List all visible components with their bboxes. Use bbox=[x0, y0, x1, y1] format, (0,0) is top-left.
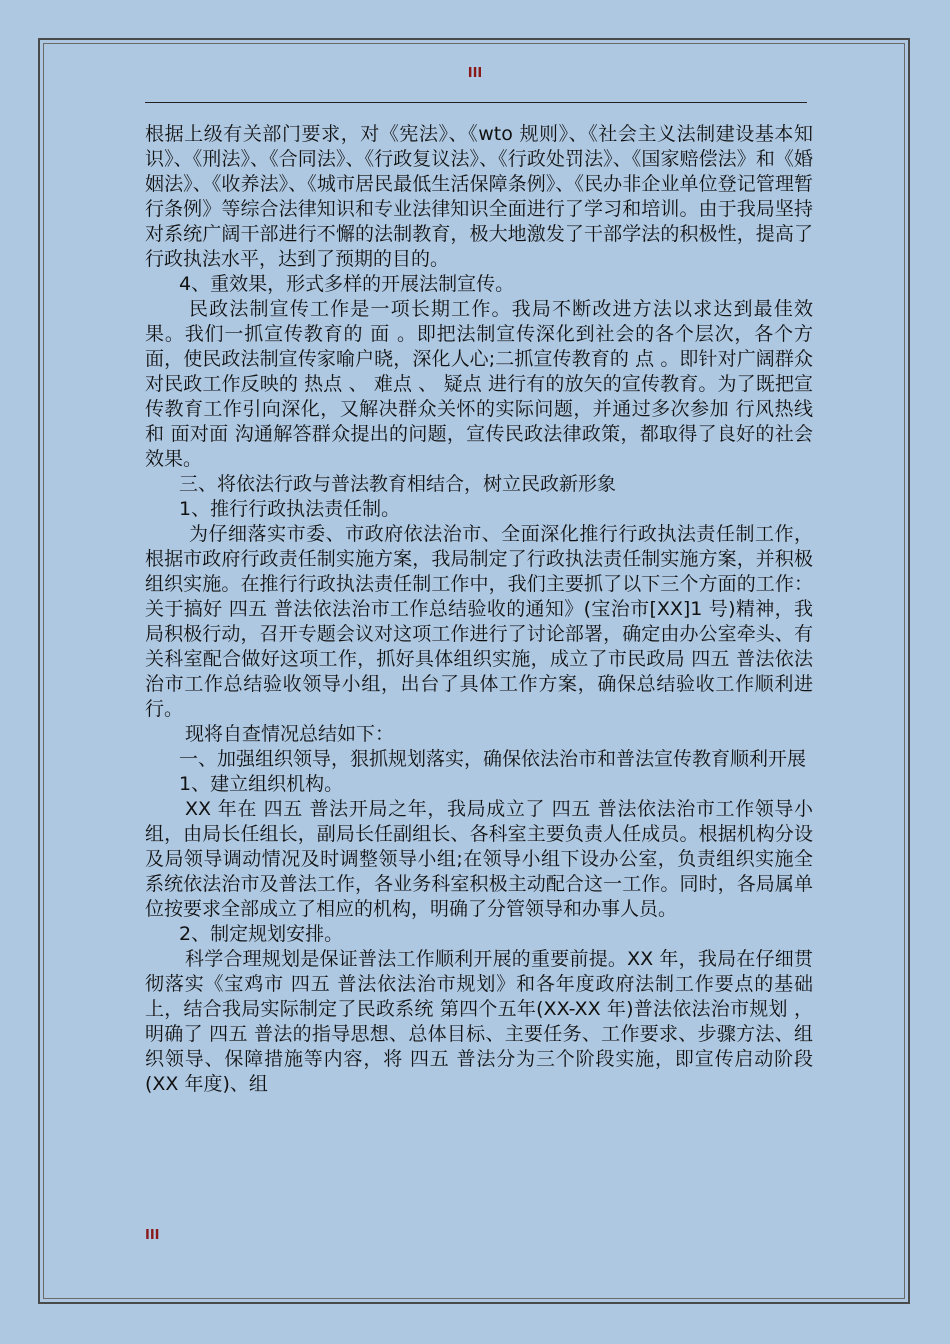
footer-mark: III bbox=[145, 1228, 160, 1243]
heading-section-one: 一、加强组织领导，狠抓规划落实，确保依法治市和普法宣传教育顺利开展 bbox=[179, 748, 807, 770]
paragraph-organization: XX 年在 四五 普法开局之年，我局成立了 四五 普法依法治市工作领导小组，由局长任组长，副局长任副组长、各科室主要负责人任成员。根据机构分设及局领导调动情况及时调整领导小组;在领导小组下设办公室，负责组织实施全系统依法治市及普法工作，各业务科室积极主动配合这一工作。同时，各局属单位按要求全部成立了相应的机构，明确了分管领导和办事人员。 bbox=[145, 798, 813, 920]
heading-organization: 1、建立组织机构。 bbox=[179, 773, 344, 795]
heading-section-three: 三、将依法行政与普法教育相结合，树立民政新形象 bbox=[179, 473, 617, 495]
paragraph-responsibility: 为仔细落实市委、市政府依法治市、全面深化推行行政执法责任制工作，根据市政府行政责任制实施方案，我局制定了行政执法责任制实施方案，并积极组织实施。在推行行政执法责任制工作中，我们主要抓了以下三个方面的工作：关于搞好 四五 普法依法治市工作总结验收的通知》(宝治市[XX]1 号)精神，我局积极行动，召开专题会议对这项工作进行了讨论部署，确定由办公室牵头、有关科室配合做好这项工作，抓好具体组织实施，成立了市民政局 四五 普法依法治市工作总结验收领导小组，出台了具体工作方案，确保总结验收工作顺利进行。 bbox=[145, 523, 813, 720]
document-body bbox=[145, 122, 813, 1097]
heading-responsibility-system: 1、推行行政执法责任制。 bbox=[179, 498, 401, 520]
heading-publicity-effect: 4、重效果，形式多样的开展法制宣传。 bbox=[179, 273, 515, 295]
paragraph-planning: 科学合理规划是保证普法工作顺利开展的重要前提。XX 年，我局在仔细贯彻落实《宝鸡市 四五 普法依法治市规划》和各年度政府法制工作要点的基础上，结合我局实际制定了民政系统 第四个五年(XX-XX 年)普法依法治市规划 ，明确了 四五 普法的指导思想、总体目标、主要任务、工作要求、步骤方法、组织领导、保障措施等内容，将 四五 普法分为三个阶段实施，即宣传启动阶段(XX 年度)、组 bbox=[145, 948, 813, 1095]
paragraph-publicity: 民政法制宣传工作是一项长期工作。我局不断改进方法以求达到最佳效果。我们一抓宣传教育的 面 。即把法制宣传深化到社会的各个层次，各个方面，使民政法制宣传家喻户晓，深化人心;二抓宣传教育的 点 。即针对广阔群众对民政工作反映的 热点 、 难点 、 疑点 进行有的放矢的宣传教育。为了既把宣传教育工作引向深化，又解决群众关怀的实际问题，并通过多次参加 行风热线 和 面对面 沟通解答群众提出的问题，宣传民政法律政策，都取得了良好的社会效果。 bbox=[145, 298, 813, 470]
heading-planning: 2、制定规划安排。 bbox=[179, 923, 344, 945]
header-rule bbox=[145, 102, 807, 103]
header-mark: III bbox=[467, 66, 483, 81]
paragraph-self-check: 现将自查情况总结如下： bbox=[185, 723, 395, 745]
paragraph-study-laws: 根据上级有关部门要求，对《宪法》、《wto 规则》、《社会主义法制建设基本知识》、《刑法》、《合同法》、《行政复议法》、《行政处罚法》、《国家赔偿法》和《婚姻法》、《收养法》、《城市居民最低生活保障条例》、《民办非企业单位登记管理暂行条例》等综合法律知识和专业法律知识全面进行了学习和培训。由于我局坚持对系统广阔干部进行不懈的法制教育，极大地激发了干部学法的积极性，提高了行政执法水平，达到了预期的目的。 bbox=[145, 123, 813, 270]
